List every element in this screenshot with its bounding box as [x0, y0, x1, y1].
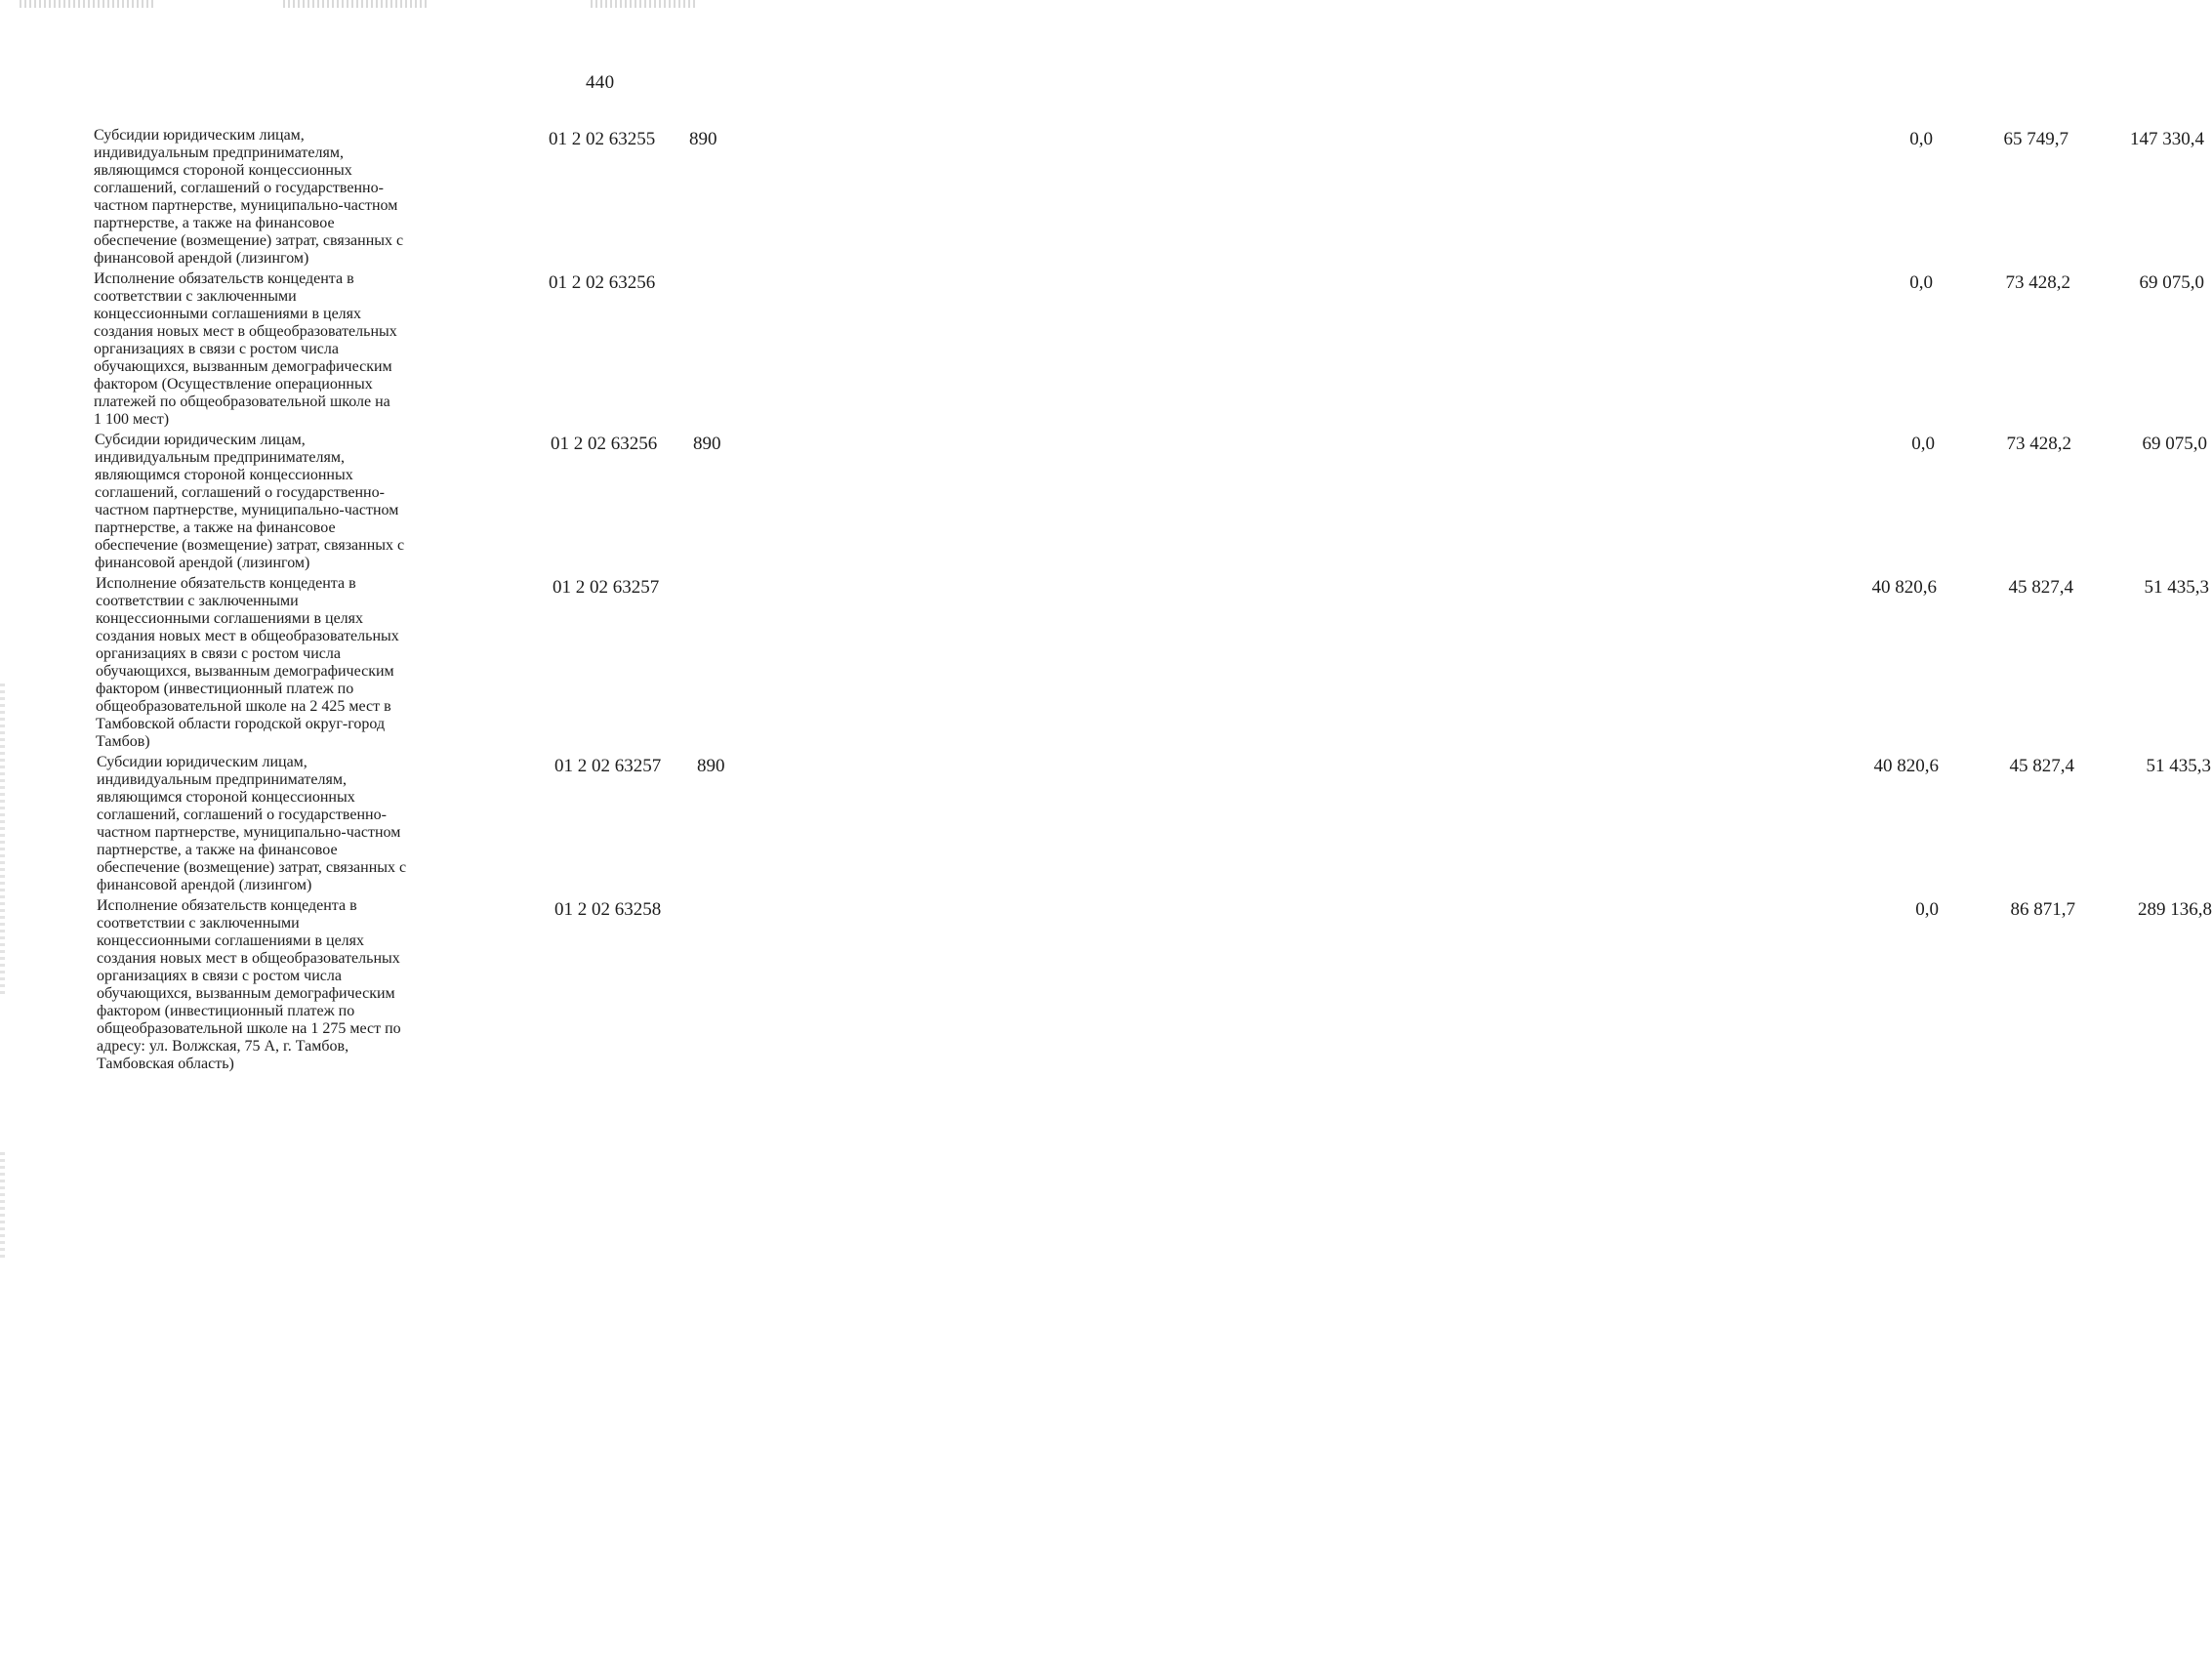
row-value-year-2: 86 871,7 [2010, 899, 2075, 920]
table-row [96, 575, 2209, 751]
scan-edge-left-lower [0, 1152, 5, 1260]
row-value-year-2: 45 827,4 [2008, 577, 2073, 598]
row-expense-type: 890 [693, 434, 721, 454]
page-number: 440 [586, 72, 615, 93]
row-description: Исполнение обязательств концедента в соответствии с заключенными концессионными соглашениями в целях создания новых мест в общеобразовательных организациях в связи с ростом числа обучающихся, вызванным демографическим фактором (инвестиционный платеж по общеобразовательной школе на 1 275 мест по адресу: ул. Волжская, 75 А, г. Тамбов, Тамбовская область) [97, 897, 401, 1072]
row-expense-type: 890 [689, 129, 717, 149]
row-code: 01 2 02 63258 [554, 899, 662, 920]
scan-edge-top-middle [283, 0, 430, 8]
table-row [94, 127, 2204, 268]
table-row [95, 432, 2207, 572]
table-row [97, 754, 2211, 894]
row-value-year-3: 69 075,0 [2142, 434, 2207, 454]
row-value-year-1: 0,0 [1909, 272, 1933, 293]
row-code: 01 2 02 63256 [549, 272, 656, 293]
row-value-year-3: 51 435,3 [2144, 577, 2209, 598]
row-value-year-1: 0,0 [1909, 129, 1933, 149]
row-value-year-3: 289 136,8 [2138, 899, 2212, 920]
row-code: 01 2 02 63257 [553, 577, 660, 598]
row-value-year-3: 51 435,3 [2146, 756, 2211, 776]
row-value-year-3: 69 075,0 [2139, 272, 2204, 293]
scan-edge-top-right [591, 0, 698, 8]
row-value-year-3: 147 330,4 [2130, 129, 2204, 149]
row-code: 01 2 02 63257 [554, 756, 662, 776]
scan-edge-top-left [20, 0, 156, 8]
row-value-year-1: 0,0 [1915, 899, 1939, 920]
row-description: Субсидии юридическим лицам, индивидуальным предпринимателям, являющимся стороной концессионных соглашений, соглашений о государственно- частном партнерстве, муниципально-частном партнерстве, а также на финансовое обеспечение (возмещение) затрат, связанных с финансовой арендой (лизингом) [97, 754, 407, 893]
row-description: Исполнение обязательств концедента в соответствии с заключенными концессионными соглашениями в целях создания новых мест в общеобразовательных организациях в связи с ростом числа обучающихся, вызванным демографическим фактором (Осуществление операционных платежей по общеобразовательной школе на 1 100 мест) [94, 270, 397, 428]
row-code: 01 2 02 63255 [549, 129, 656, 149]
row-value-year-2: 73 428,2 [2006, 434, 2071, 454]
budget-table [0, 127, 2212, 1076]
table-row [97, 897, 2212, 1073]
table-row [94, 270, 2204, 429]
row-expense-type: 890 [697, 756, 725, 776]
row-value-year-1: 40 820,6 [1873, 756, 1939, 776]
row-value-year-1: 0,0 [1911, 434, 1935, 454]
row-value-year-2: 73 428,2 [2005, 272, 2070, 293]
row-description: Субсидии юридическим лицам, индивидуальным предпринимателям, являющимся стороной концессионных соглашений, соглашений о государственно- частном партнерстве, муниципально-частном партнерстве, а также на финансовое обеспечение (возмещение) затрат, связанных с финансовой арендой (лизингом) [95, 432, 405, 571]
row-code: 01 2 02 63256 [551, 434, 658, 454]
row-value-year-1: 40 820,6 [1871, 577, 1937, 598]
row-value-year-2: 45 827,4 [2009, 756, 2074, 776]
row-description: Исполнение обязательств концедента в соответствии с заключенными концессионными соглашениями в целях создания новых мест в общеобразовательных организациях в связи с ростом числа обучающихся, вызванным демографическим фактором (инвестиционный платеж по общеобразовательной школе на 2 425 мест в Тамбовской области городской округ-город Тамбов) [96, 575, 399, 750]
row-description: Субсидии юридическим лицам, индивидуальным предпринимателям, являющимся стороной концессионных соглашений, соглашений о государственно- частном партнерстве, муниципально-частном партнерстве, а также на финансовое обеспечение (возмещение) затрат, связанных с финансовой арендой (лизингом) [94, 127, 404, 267]
row-value-year-2: 65 749,7 [2003, 129, 2069, 149]
